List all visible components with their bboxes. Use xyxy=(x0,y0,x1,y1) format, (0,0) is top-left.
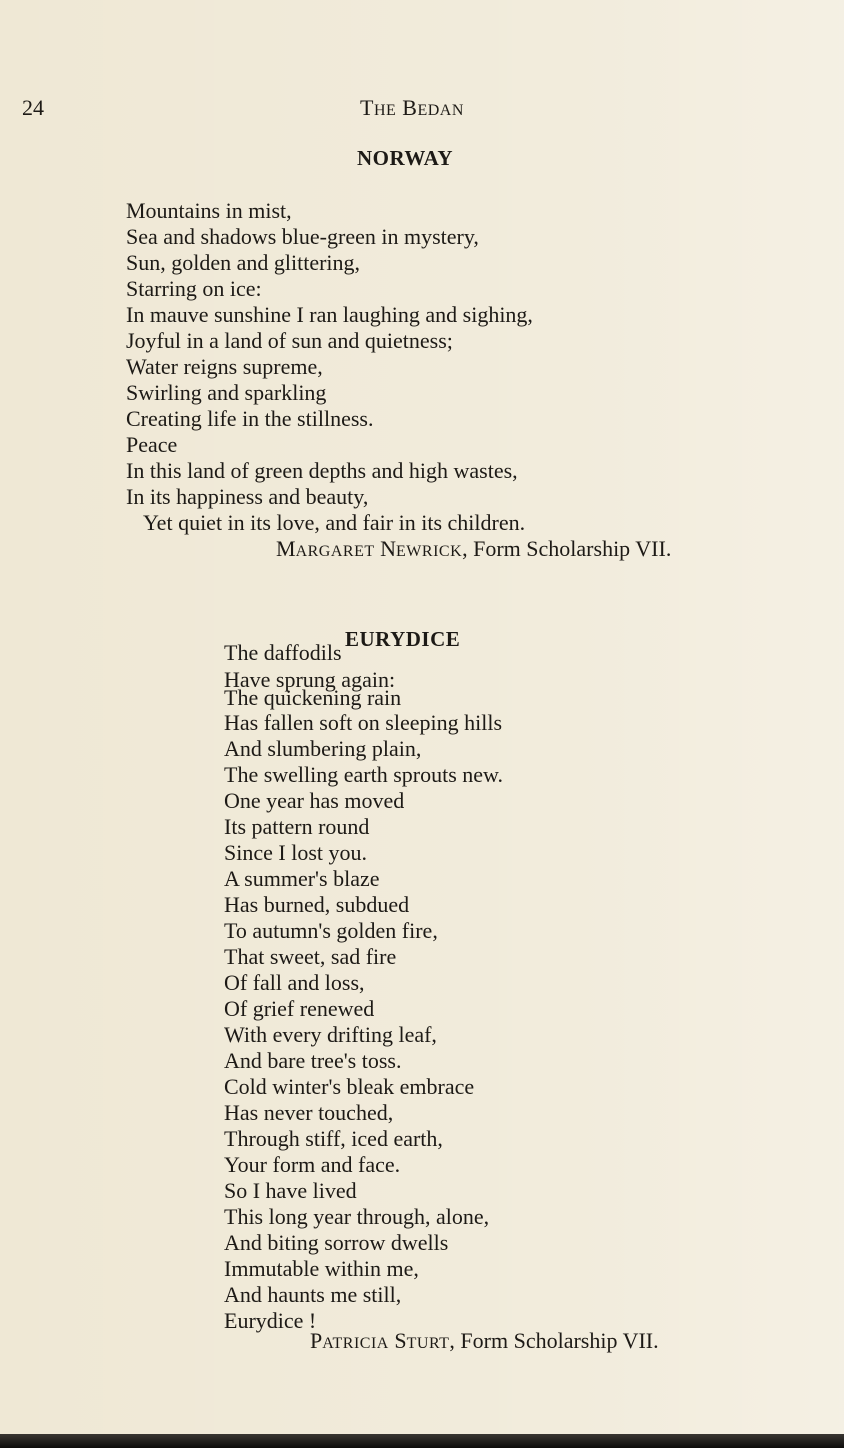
poem-line: And biting sorrow dwells xyxy=(224,1230,449,1255)
page-number: 24 xyxy=(22,95,44,120)
page-bottom-edge xyxy=(0,1434,844,1448)
poem-line: The daffodils xyxy=(224,640,342,665)
poem-line: In mauve sunshine I ran laughing and sighing, xyxy=(126,302,533,327)
poem-line: To autumn's golden fire, xyxy=(224,918,438,943)
poem-line: Have sprung again: xyxy=(224,667,396,692)
poem-line: Sun, golden and glittering, xyxy=(126,250,361,275)
poem-line: Eurydice ! xyxy=(224,1308,317,1333)
poem-title-norway: NORWAY xyxy=(357,146,454,170)
poem-line: Starring on ice: xyxy=(126,276,262,301)
author-initial: P xyxy=(310,1328,323,1353)
author-smallcaps: TURT xyxy=(406,1335,450,1352)
author-smallcaps: ATRICIA xyxy=(322,1335,389,1352)
poem-line: With every drifting leaf, xyxy=(224,1022,437,1047)
poem-line: A summer's blaze xyxy=(224,866,380,891)
poem-line: This long year through, alone, xyxy=(224,1204,490,1229)
poem-line: Water reigns supreme, xyxy=(126,354,323,379)
poem-line: Yet quiet in its love, and fair in its children. xyxy=(143,510,526,535)
poem-line: Your form and face. xyxy=(224,1152,401,1177)
poem-line: Cold winter's bleak embrace xyxy=(224,1074,475,1099)
poem-line: Joyful in a land of sun and quietness; xyxy=(126,328,453,353)
poem-line: Creating life in the stillness. xyxy=(126,406,374,431)
author-form: , Form Scholarship VII. xyxy=(449,1328,659,1353)
running-head-smallcaps: HE xyxy=(373,102,397,119)
poem-line: The quickening rain xyxy=(224,685,402,710)
poem-line: One year has moved xyxy=(224,788,405,813)
poem-line: Mountains in mist, xyxy=(126,198,292,223)
poem-line: In this land of green depths and high wastes, xyxy=(126,458,518,483)
author-smallcaps: ARGARET xyxy=(295,543,375,560)
poem-line: Since I lost you. xyxy=(224,840,367,865)
author-initial: N xyxy=(380,536,397,561)
poem-line: Has never touched, xyxy=(224,1100,394,1125)
poem-line: Of grief renewed xyxy=(224,996,375,1021)
author-initial: S xyxy=(394,1328,407,1353)
poem-line: And slumbering plain, xyxy=(224,736,422,761)
poem-line: So I have lived xyxy=(224,1178,357,1203)
running-head-letter: B xyxy=(402,95,418,120)
poem-line: Its pattern round xyxy=(224,814,370,839)
poem-line: Peace xyxy=(126,432,178,457)
poem-line: Sea and shadows blue-green in mystery, xyxy=(126,224,479,249)
author-byline-eurydice xyxy=(310,1328,659,1354)
poem-line: Of fall and loss, xyxy=(224,970,365,995)
poem-line: Has burned, subdued xyxy=(224,892,410,917)
author-form: , Form Scholarship VII. xyxy=(462,536,672,561)
poem-line: And bare tree's toss. xyxy=(224,1048,402,1073)
poem-line: That sweet, sad fire xyxy=(224,944,397,969)
poem-line: And haunts me still, xyxy=(224,1282,402,1307)
author-initial: M xyxy=(276,536,296,561)
poem-line: Immutable within me, xyxy=(224,1256,419,1281)
author-smallcaps: EWRICK xyxy=(396,543,463,560)
poem-line: Has fallen soft on sleeping hills xyxy=(224,710,503,735)
poem-line: Swirling and sparkling xyxy=(126,380,327,405)
running-head-smallcaps: EDAN xyxy=(417,102,464,119)
poem-line: Through stiff, iced earth, xyxy=(224,1126,443,1151)
poem-line: The swelling earth sprouts new. xyxy=(224,762,504,787)
poem-line: In its happiness and beauty, xyxy=(126,484,369,509)
poem-title-eurydice: EURYDICE xyxy=(345,627,461,651)
running-head xyxy=(360,95,464,121)
running-head-letter: T xyxy=(360,95,374,120)
author-byline-norway xyxy=(276,536,671,562)
